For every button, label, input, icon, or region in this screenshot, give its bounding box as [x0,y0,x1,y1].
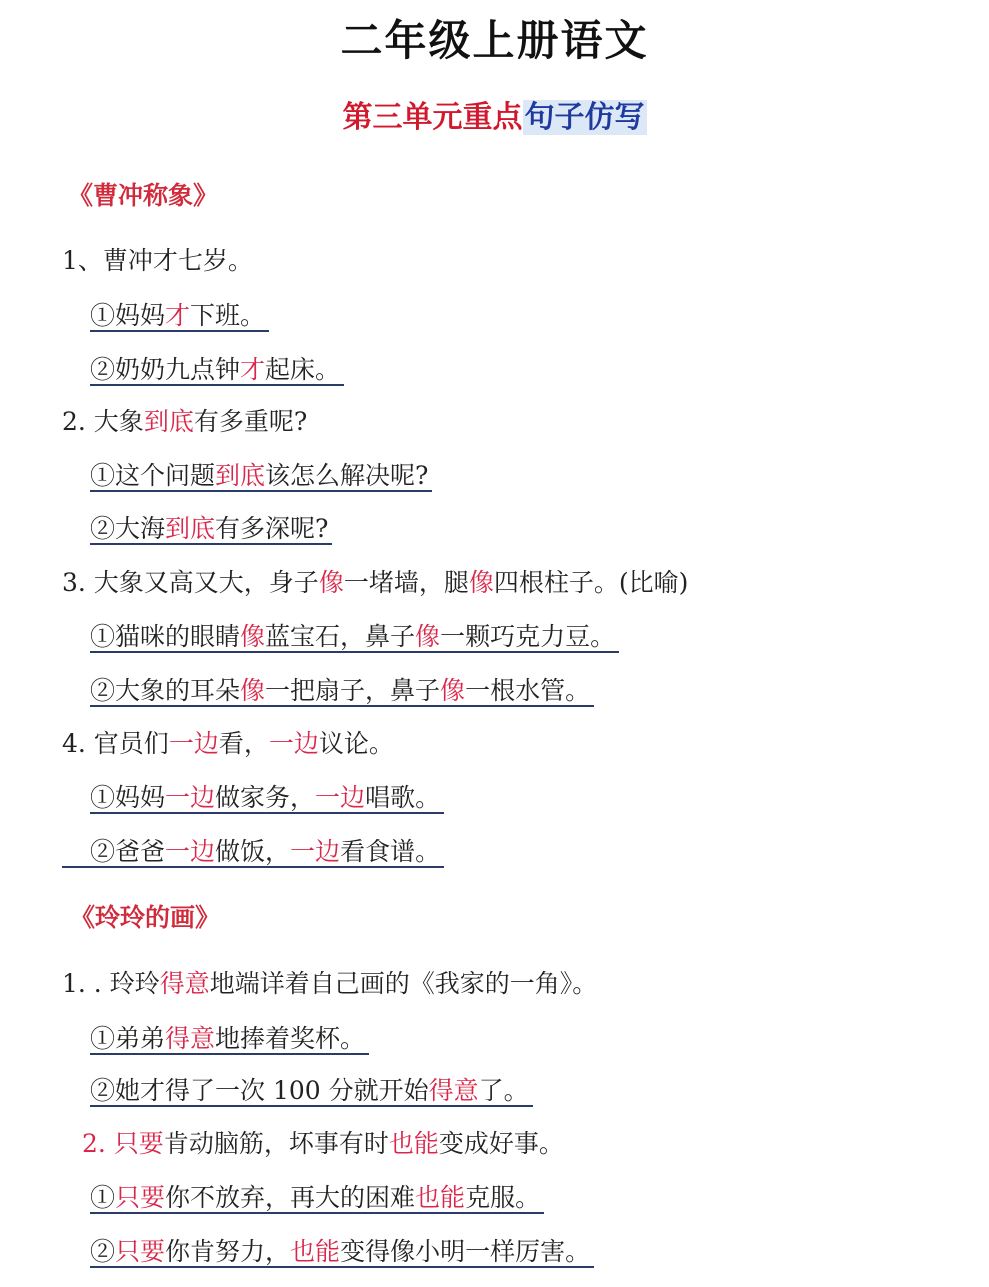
example-line: ②大象的耳朵像一把扇子，鼻子像一根水管。 [90,674,594,708]
sentence-line: 2. 大象到底有多重呢? [62,407,308,436]
example-line: ②爸爸一边做饭，一边看食谱。 [90,835,444,869]
sentence-line: 3. 大象又高又大，身子像一堵墙，腿像四根柱子。(比喻) [62,568,689,597]
example-line: ②奶奶九点钟才起床。 [90,353,344,387]
example-line: ①妈妈才下班。 [90,299,269,333]
section-heading: 《曹冲称象》 [68,181,219,210]
example-line: ①这个问题到底该怎么解决呢? [90,459,432,493]
example-line: ①弟弟得意地捧着奖杯。 [90,1022,369,1056]
document-title: 二年级上册语文 [340,16,649,65]
example-line: ②大海到底有多深呢? [90,512,332,546]
subtitle-red-part: 第三单元重点 [342,100,523,135]
sentence-line: 2. 只要肯动脑筋，坏事有时也能变成好事。 [82,1129,564,1158]
example-line: ②她才得了一次 100 分就开始得意了。 [90,1074,533,1108]
example-line: ②只要你肯努力，也能变得像小明一样厉害。 [90,1235,594,1269]
example-line: ①只要你不放弃，再大的困难也能克服。 [90,1181,544,1215]
sentence-line: 1、曹冲才七岁。 [62,246,253,275]
example-line: ①妈妈一边做家务，一边唱歌。 [90,781,444,815]
section-heading: 《玲玲的画》 [70,903,221,932]
document-subtitle [0,92,989,136]
sentence-line: 4. 官员们一边看，一边议论。 [62,729,394,758]
subtitle-blue-part: 句子仿写 [524,100,645,135]
example-line: ①猫咪的眼睛像蓝宝石，鼻子像一颗巧克力豆。 [90,620,619,654]
sentence-line: 1. . 玲玲得意地端详着自己画的《我家的一角》。 [62,969,598,998]
